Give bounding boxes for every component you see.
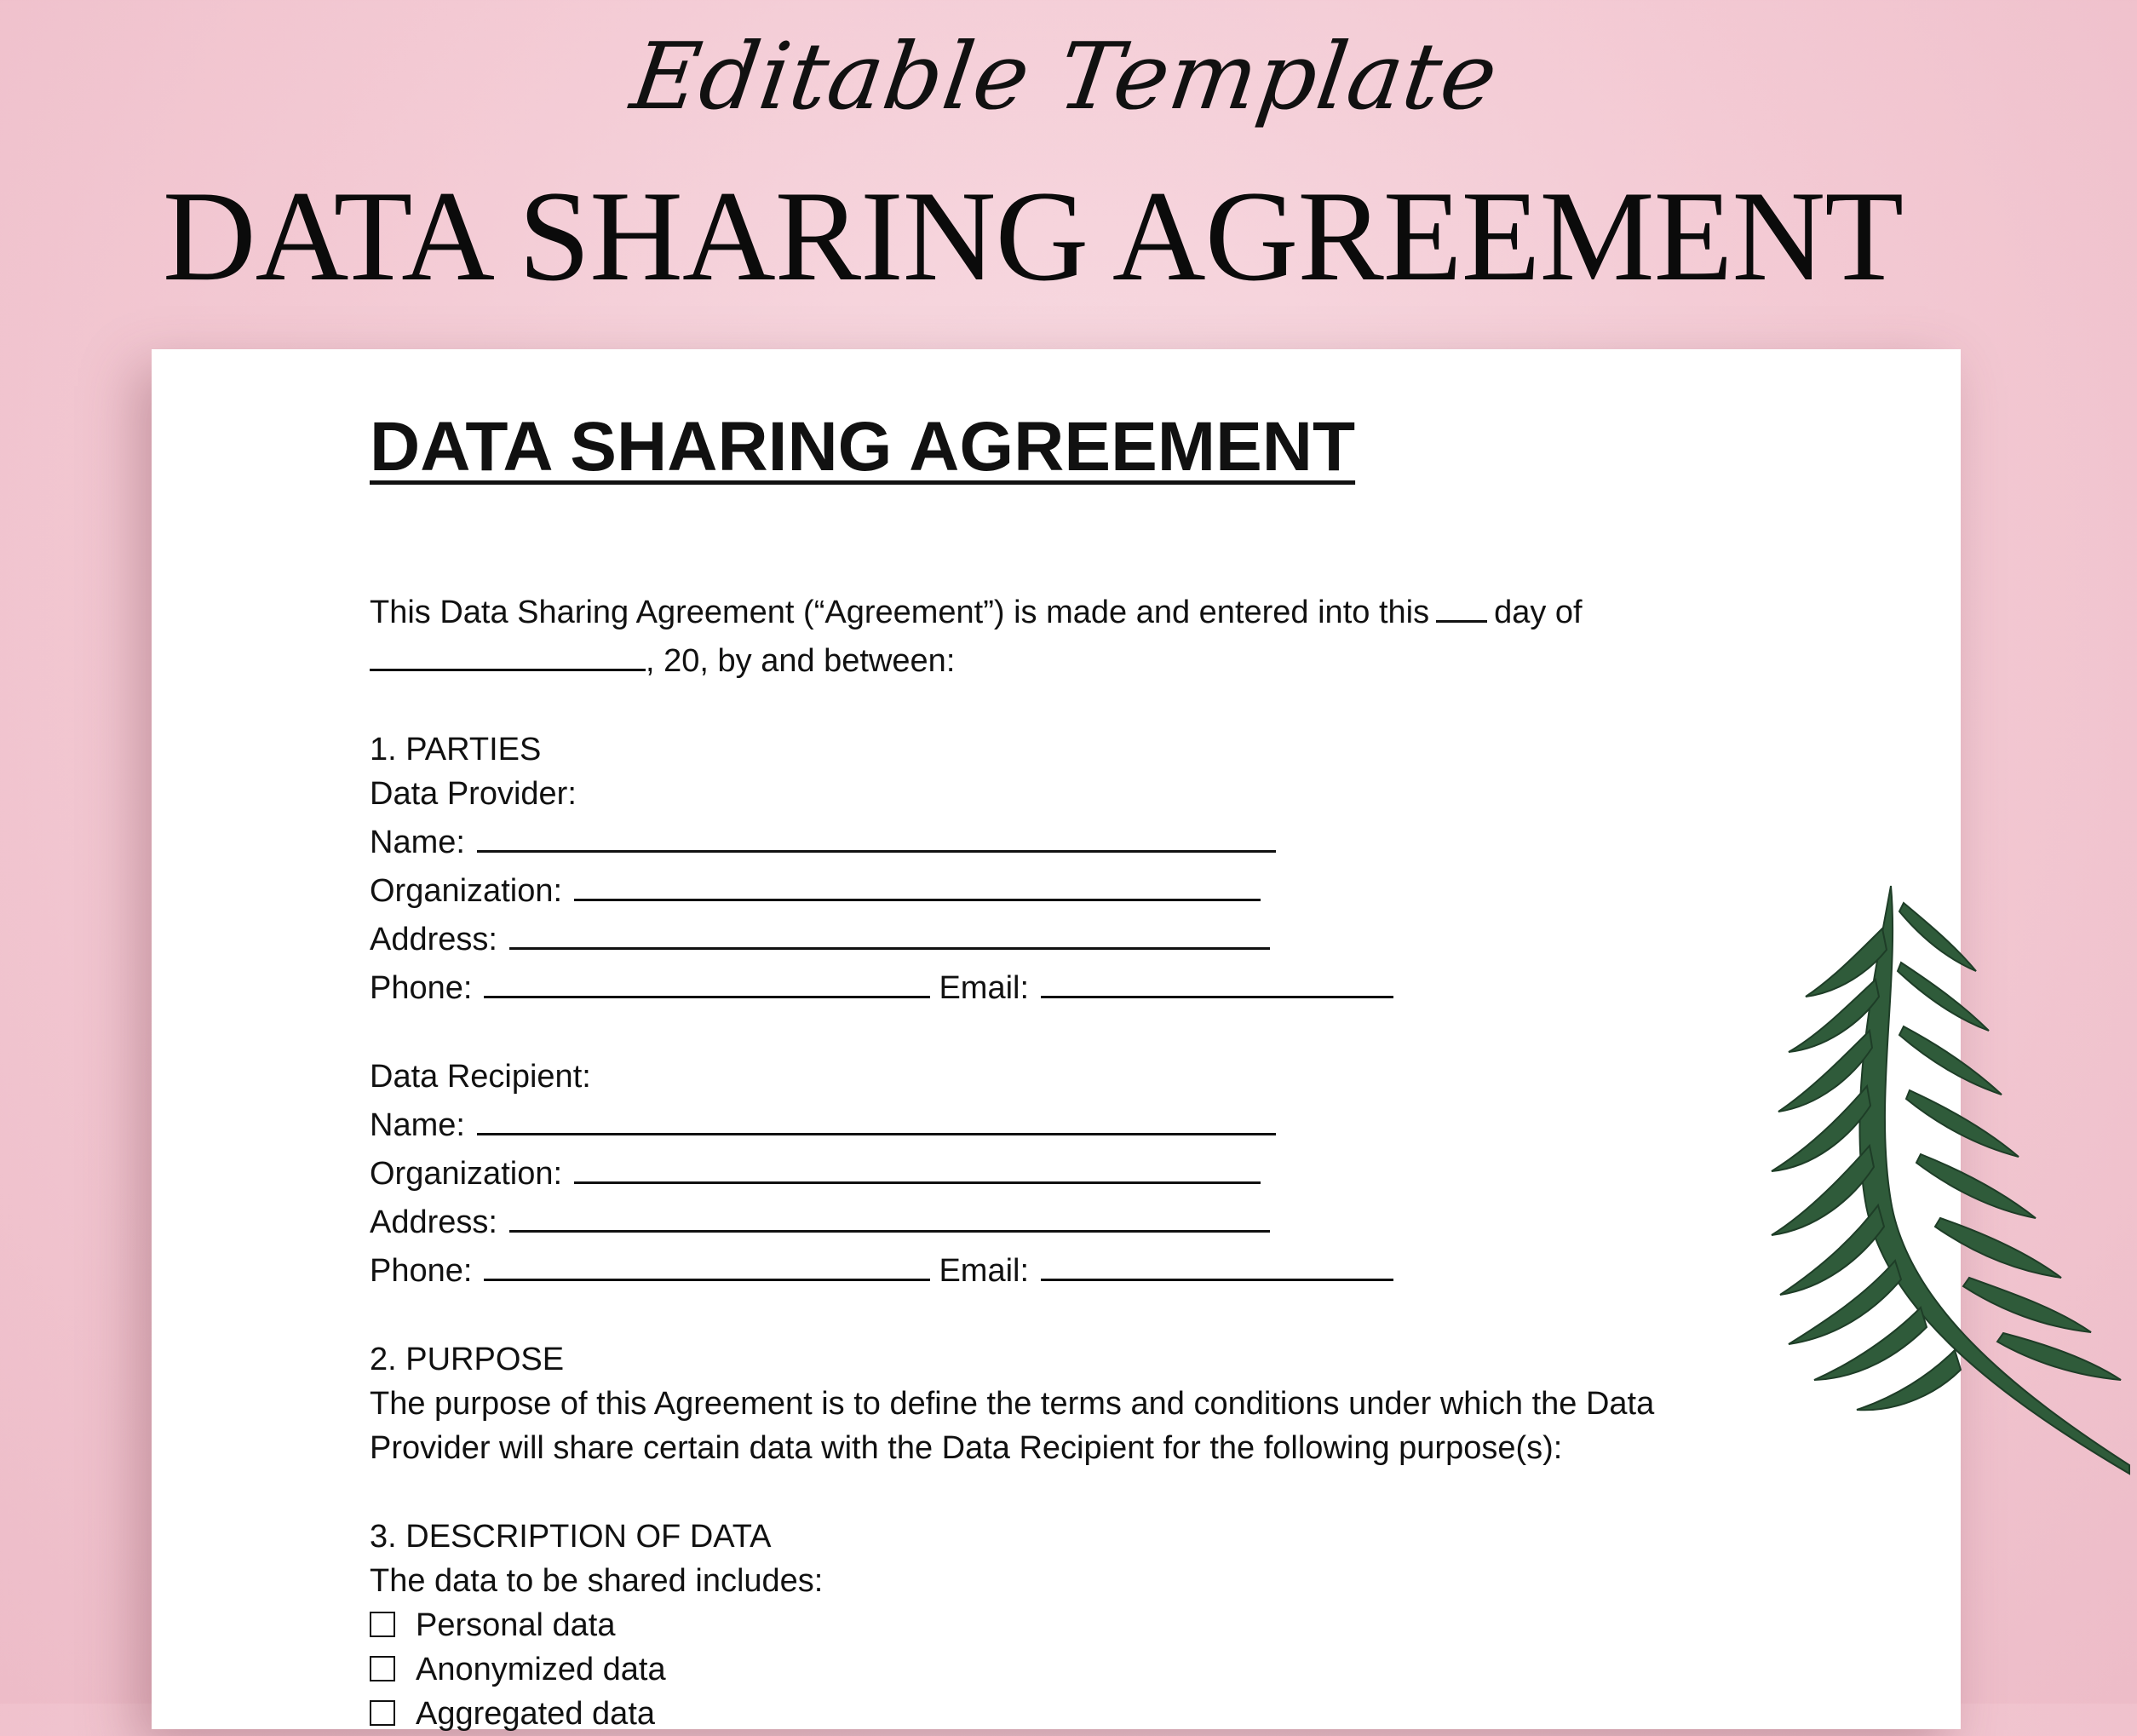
intro-text-1: This Data Sharing Agreement (“Agreement”) is made and entered into this bbox=[370, 595, 1430, 630]
provider-address-row bbox=[370, 913, 1903, 962]
recipient-phone-label: Phone: bbox=[370, 1253, 473, 1289]
recipient-email-label: Email: bbox=[939, 1253, 1030, 1289]
recipient-heading: Data Recipient: bbox=[370, 1059, 591, 1095]
provider-email-field[interactable] bbox=[1041, 962, 1393, 998]
recipient-org-field[interactable] bbox=[574, 1147, 1261, 1184]
checkbox-icon[interactable] bbox=[370, 1656, 395, 1681]
option-anonymized-data[interactable] bbox=[370, 1647, 1903, 1692]
description-intro: The data to be shared includes: bbox=[370, 1563, 824, 1599]
section-description-heading: 3. DESCRIPTION OF DATA bbox=[370, 1519, 772, 1555]
recipient-address-field[interactable] bbox=[509, 1196, 1270, 1233]
provider-org-field[interactable] bbox=[574, 865, 1261, 901]
recipient-name-row bbox=[370, 1099, 1903, 1147]
recipient-org-row bbox=[370, 1147, 1903, 1196]
provider-name-label: Name: bbox=[370, 825, 465, 860]
recipient-name-field[interactable] bbox=[477, 1099, 1276, 1135]
recipient-address-row bbox=[370, 1196, 1903, 1245]
intro-text-3: , 20, by and between: bbox=[646, 643, 956, 679]
provider-org-row bbox=[370, 865, 1903, 913]
checkbox-icon[interactable] bbox=[370, 1612, 395, 1637]
provider-address-label: Address: bbox=[370, 922, 497, 957]
recipient-phone-field[interactable] bbox=[484, 1245, 930, 1281]
provider-name-field[interactable] bbox=[477, 816, 1276, 853]
recipient-email-field[interactable] bbox=[1041, 1245, 1393, 1281]
intro-line-2 bbox=[370, 635, 1903, 683]
intro-line-1 bbox=[370, 586, 1903, 635]
document-title: DATA SHARING AGREEMENT bbox=[370, 408, 1356, 486]
provider-contact-row bbox=[370, 962, 1903, 1010]
option-aggregated-data[interactable] bbox=[370, 1692, 1903, 1736]
purpose-text-1: The purpose of this Agreement is to define the terms and conditions under which the Data bbox=[370, 1386, 1655, 1422]
banner-title: DATA SHARING AGREEMENT bbox=[162, 164, 1904, 308]
recipient-contact-row bbox=[370, 1245, 1903, 1293]
provider-phone-field[interactable] bbox=[484, 962, 930, 998]
document-page bbox=[152, 349, 1961, 1732]
recipient-name-label: Name: bbox=[370, 1107, 465, 1143]
purpose-text-2: Provider will share certain data with the Data Recipient for the following purpose(s): bbox=[370, 1430, 1563, 1466]
option-label: Anonymized data bbox=[416, 1652, 666, 1687]
provider-name-row bbox=[370, 816, 1903, 865]
month-blank[interactable] bbox=[370, 635, 646, 671]
provider-phone-label: Phone: bbox=[370, 970, 473, 1006]
recipient-org-label: Organization: bbox=[370, 1156, 563, 1192]
day-blank[interactable] bbox=[1436, 586, 1487, 623]
checkbox-icon[interactable] bbox=[370, 1700, 395, 1726]
recipient-address-label: Address: bbox=[370, 1204, 497, 1240]
palm-leaf-icon bbox=[1772, 877, 2129, 1491]
provider-org-label: Organization: bbox=[370, 873, 563, 909]
provider-address-field[interactable] bbox=[509, 913, 1270, 950]
section-purpose-heading: 2. PURPOSE bbox=[370, 1342, 565, 1377]
banner-subtitle: Editable Template bbox=[624, 24, 1505, 130]
section-parties-heading: 1. PARTIES bbox=[370, 732, 542, 767]
provider-email-label: Email: bbox=[939, 970, 1030, 1006]
option-label: Personal data bbox=[416, 1607, 616, 1643]
option-personal-data[interactable] bbox=[370, 1603, 1903, 1647]
document-body bbox=[370, 409, 1903, 1736]
provider-heading: Data Provider: bbox=[370, 776, 577, 812]
intro-text-2: day of bbox=[1494, 595, 1583, 630]
option-label: Aggregated data bbox=[416, 1696, 656, 1732]
